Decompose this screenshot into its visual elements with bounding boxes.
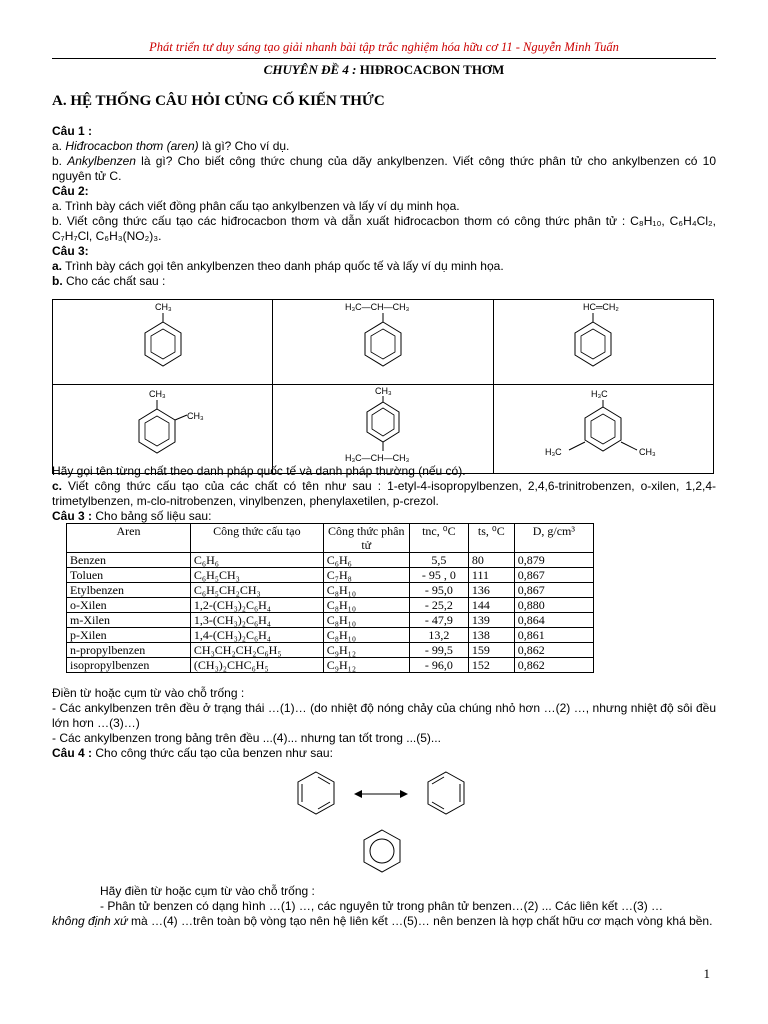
table-cell: (CH₃)₂CHC₆H₅ — [190, 658, 323, 673]
col-structure: Công thức cấu tạo — [190, 524, 323, 553]
table-cell: m-Xilen — [67, 613, 191, 628]
table-cell: - 96,0 — [409, 658, 468, 673]
cau3-c-text: Viết công thức cấu tạo của các chất có tên như sau : 1-etyl-4-isopropylbenzen, 2,4,6-trinitrobenzen, o-xilen, 1,2,4-trimetylbenzen, m-clo-nitrobenzen, vinylbenzen, phenylaxetilen, p-crezol. — [52, 479, 716, 508]
table-cell: Etylbenzen — [67, 583, 191, 598]
cau1-title: Câu 1 : — [52, 124, 93, 138]
table-cell: C₈H₁₀ — [323, 628, 409, 643]
table-cell: C₆H₅CH₂CH₃ — [190, 583, 323, 598]
cau3b-title: Câu 3 : — [52, 509, 93, 523]
page-number: 1 — [703, 966, 710, 981]
running-header: Phát triển tư duy sáng tạo giải nhanh bài tập trắc nghiệm hóa hữu cơ 11 - Nguyễn Minh Tuấn — [149, 40, 619, 54]
table-cell: isopropylbenzen — [67, 658, 191, 673]
cau1-b-prefix: b. — [52, 154, 68, 168]
cau1-b-term: Ankylbenzen — [67, 154, 136, 168]
table-cell: - 25,2 — [409, 598, 468, 613]
table-cell: n-propylbenzen — [67, 643, 191, 658]
mol6-label-left: H₃C — [545, 447, 562, 457]
col-formula: Công thức phân tử — [323, 524, 409, 553]
mol5-label-top: CH₃ — [374, 386, 392, 396]
table-cell: 5,5 — [409, 553, 468, 568]
aren-data-table — [66, 523, 594, 673]
table-row — [67, 553, 594, 568]
cau3b-text: Cho bảng số liệu sau: — [92, 509, 212, 523]
cau4-fill-a: - Phân tử benzen có dạng hình …(1) …, các nguyên tử trong phân tử benzen…(2) ... Các liên kết …(3) … — [100, 899, 664, 913]
table-cell: 1,3-(CH₃)₂C₆H₄ — [190, 613, 323, 628]
molecule-styrene — [493, 300, 713, 385]
table-cell: C₈H₁₀ — [323, 613, 409, 628]
chapter-title: HIĐROCACBON THƠM — [359, 62, 505, 77]
table-cell: 0,879 — [514, 553, 593, 568]
cau1-a-prefix: a. — [52, 139, 66, 153]
cau3-naming: Hãy gọi tên từng chất theo danh pháp quốc tế và danh pháp thường (nếu có). — [52, 464, 466, 478]
cau2-title: Câu 2: — [52, 184, 89, 198]
cau4-intro — [52, 746, 716, 761]
table-row — [67, 643, 594, 658]
cau3-a-prefix: a. — [52, 259, 63, 273]
table-row — [67, 583, 594, 598]
cau3-c — [52, 479, 716, 509]
cau3-title: Câu 3: — [52, 244, 89, 258]
table-cell: 139 — [468, 613, 514, 628]
table-cell: CH₃CH₂CH₂C₆H₅ — [190, 643, 323, 658]
table-cell: 0,862 — [514, 643, 593, 658]
mol1-label: CH₃ — [154, 302, 172, 312]
molecule-table — [52, 299, 714, 474]
mol6-label-right: CH₃ — [639, 447, 656, 457]
kekule-right — [428, 772, 464, 814]
table-cell: C₉H₁₂ — [323, 658, 409, 673]
table-row — [67, 628, 594, 643]
col-aren: Aren — [67, 524, 191, 553]
table-cell: 0,861 — [514, 628, 593, 643]
cau3b-fill-title: Điền từ hoặc cụm từ vào chỗ trống : — [52, 686, 245, 700]
table-cell: o-Xilen — [67, 598, 191, 613]
cau4-fill-title: Hãy điền từ hoặc cụm từ vào chỗ trống : — [100, 884, 315, 898]
cau3-c-prefix: c. — [52, 479, 63, 493]
cau3b-fill-1: - Các ankylbenzen trên đều ở trạng thái …(1)… (do nhiệt độ nóng chảy của chúng nhỏ hơn …(2) …, nhưng nhiệt độ sôi đều lớn hơn …(3)…) — [52, 701, 716, 730]
cau3-b-prefix: b. — [52, 274, 63, 288]
molecule-p-cymene — [273, 385, 493, 474]
cau1-a-rest: là gì? Cho ví dụ. — [198, 139, 290, 153]
cau3-b — [52, 274, 716, 289]
cau4-fill-b — [52, 914, 716, 929]
table-cell: 111 — [468, 568, 514, 583]
table-row — [67, 598, 594, 613]
table-cell: 0,867 — [514, 583, 593, 598]
table-cell: 13,2 — [409, 628, 468, 643]
cau4-title: Câu 4 : — [52, 746, 93, 760]
table-cell: - 95,0 — [409, 583, 468, 598]
cau1-b — [52, 154, 716, 184]
table-header-row — [67, 524, 594, 553]
table-row — [67, 658, 594, 673]
kekule-left — [298, 772, 334, 814]
table-cell: 152 — [468, 658, 514, 673]
cau2-b: b. Viết công thức cấu tạo các hiđrocacbon thơm và dẫn xuất hiđrocacbon thơm có công thức phân tử : C₈H₁₀, C₆H₄Cl₂, C₇H₇Cl, C₆H₃(NO₂)₃. — [52, 214, 716, 243]
mol4-label-b: CH₃ — [186, 411, 204, 421]
mol3-label: HC═CH₂ — [583, 302, 620, 312]
table-row — [67, 568, 594, 583]
cau3b-fill-2: - Các ankylbenzen trong bảng trên đều ...(4)... nhưng tan tốt trong ...(5)... — [52, 731, 441, 745]
chapter-prefix: CHUYÊN ĐỀ 4 : — [263, 62, 357, 77]
cau3-continued — [52, 464, 716, 524]
cau3-b-text: Cho các chất sau : — [62, 274, 166, 288]
table-cell: 0,864 — [514, 613, 593, 628]
table-cell: C₆H₅CH₃ — [190, 568, 323, 583]
cau1-b-rest: là gì? Cho biết công thức chung của dãy ankylbenzen. Viết công thức phân tử cho ankylbenzen có 10 nguyên tử C. — [52, 154, 716, 183]
molecule-toluene — [53, 300, 273, 385]
mol2-label: H₃C—CH—CH₃ — [344, 302, 410, 312]
table-cell: Toluen — [67, 568, 191, 583]
col-ts: ts, ⁰C — [468, 524, 514, 553]
cau3-a-text: Trình bày cách gọi tên ankylbenzen theo danh pháp quốc tế và lấy ví dụ minh họa. — [62, 259, 504, 273]
table-cell: 1,2-(CH₃)₂C₆H₄ — [190, 598, 323, 613]
cau3-a — [52, 259, 716, 274]
table-cell: C₈H₁₀ — [323, 598, 409, 613]
cau3b-fill — [52, 686, 716, 761]
table-cell: 0,880 — [514, 598, 593, 613]
table-cell: 80 — [468, 553, 514, 568]
molecule-mesitylene — [493, 385, 713, 474]
mol4-label-a: CH₃ — [148, 389, 166, 399]
section-a-heading: A. HỆ THỐNG CÂU HỎI CỦNG CỐ KIẾN THỨC — [52, 93, 385, 109]
table-cell: C₆H₆ — [323, 553, 409, 568]
table-cell: - 95 , 0 — [409, 568, 468, 583]
table-cell: C₇H₈ — [323, 568, 409, 583]
header-rule — [52, 58, 716, 59]
table-cell: 1,4-(CH₃)₂C₆H₄ — [190, 628, 323, 643]
cau1-a-term: Hiđrocacbon thơm (aren) — [65, 139, 199, 153]
table-cell: C₉H₁₂ — [323, 643, 409, 658]
table-cell: 136 — [468, 583, 514, 598]
molecule-cumene — [273, 300, 493, 385]
cau4-fill-b-rest: mà …(4) …trên toàn bộ vòng tạo nên hệ liên kết …(5)… nên benzen là hợp chất hữu cơ mạch vòng khá bền. — [127, 914, 713, 928]
cau1-a — [52, 139, 716, 154]
cau1-block — [52, 124, 716, 289]
chapter-heading — [52, 62, 716, 78]
mol5-label-bottom: H₃C—CH—CH₃ — [344, 453, 410, 463]
mol6-label-top: H₃C — [591, 389, 608, 399]
cau4-text: Cho công thức cấu tạo của benzen như sau: — [92, 746, 333, 760]
table-cell: 144 — [468, 598, 514, 613]
table-cell: - 47,9 — [409, 613, 468, 628]
cau4-fill — [52, 884, 716, 929]
table-cell: 0,862 — [514, 658, 593, 673]
table-cell: C₈H₁₀ — [323, 583, 409, 598]
table-cell: 0,867 — [514, 568, 593, 583]
cau4-fill-b-term: không định xứ — [52, 914, 128, 928]
table-cell: p-Xilen — [67, 628, 191, 643]
benzene-diagram — [296, 764, 486, 884]
col-tnc: tnc, ⁰C — [409, 524, 468, 553]
table-cell: 138 — [468, 628, 514, 643]
table-cell: C₆H₆ — [190, 553, 323, 568]
table-cell: - 99,5 — [409, 643, 468, 658]
table-cell: Benzen — [67, 553, 191, 568]
cau3b-intro — [52, 509, 716, 524]
table-body — [67, 553, 594, 673]
benzene-delocalized — [364, 830, 400, 872]
molecule-o-xylene — [53, 385, 273, 474]
table-cell: 159 — [468, 643, 514, 658]
table-row — [67, 613, 594, 628]
cau2-a: a. Trình bày cách viết đồng phân cấu tạo ankylbenzen và lấy ví dụ minh họa. — [52, 199, 460, 213]
col-density: D, g/cm³ — [514, 524, 593, 553]
